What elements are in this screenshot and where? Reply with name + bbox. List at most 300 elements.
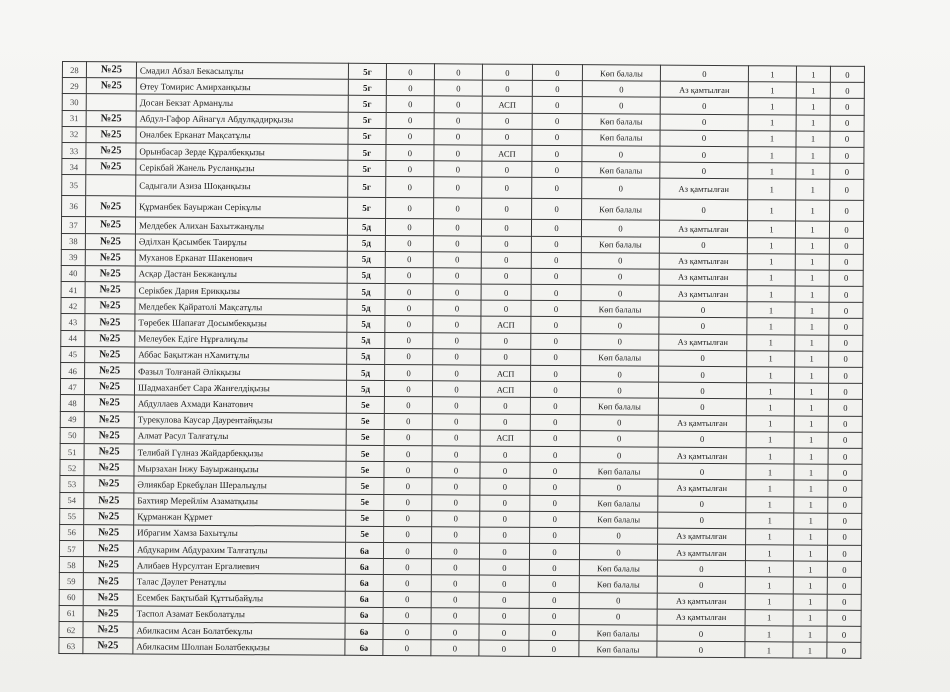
flag-cell: 1 xyxy=(748,163,796,179)
value-cell: 0 xyxy=(480,478,530,494)
category-large-family: 0 xyxy=(581,285,659,302)
value-cell: 0 xyxy=(434,129,482,145)
flag-cell: 0 xyxy=(827,561,861,577)
class-grade: 5г xyxy=(348,63,386,79)
category-large-family: Көп балалы xyxy=(581,349,659,366)
flag-cell: 1 xyxy=(748,147,796,163)
school-number: №25 xyxy=(83,589,133,605)
category-low-income: 0 xyxy=(660,65,748,82)
student-name: Абдуллаев Ахмади Канатович xyxy=(134,395,346,412)
class-grade: 5д xyxy=(347,251,385,267)
class-grade: 5е xyxy=(346,429,384,445)
flag-cell: 1 xyxy=(795,254,829,270)
student-name: Абдул-Гафор Айнагүл Абдулқадирқызы xyxy=(136,111,348,128)
flag-cell: 1 xyxy=(747,351,795,367)
row-number: 54 xyxy=(60,492,84,508)
class-grade: 5д xyxy=(347,316,385,332)
value-cell: 0 xyxy=(384,413,432,429)
value-cell: 0 xyxy=(432,430,480,446)
category-low-income: 0 xyxy=(660,199,748,221)
value-cell: 0 xyxy=(529,641,579,657)
value-cell: 0 xyxy=(386,198,434,219)
student-name: Есембек Бақтыбай Құттыбайұлы xyxy=(133,590,345,607)
flag-cell: 1 xyxy=(748,66,796,82)
school-number: №25 xyxy=(84,395,134,411)
value-cell: 0 xyxy=(386,177,434,198)
class-grade: 5е xyxy=(346,397,384,413)
value-cell: 0 xyxy=(433,365,481,381)
flag-cell: 0 xyxy=(828,383,862,399)
school-number: №25 xyxy=(85,282,135,298)
row-number: 60 xyxy=(59,589,83,605)
value-cell: 0 xyxy=(386,96,434,112)
flag-cell: 1 xyxy=(794,383,828,399)
student-name: Құрманжан Құрмет xyxy=(134,509,346,526)
class-grade: 5д xyxy=(347,348,385,364)
category-low-income: 0 xyxy=(660,98,748,115)
category-large-family: Көп балалы xyxy=(580,511,658,528)
row-number: 29 xyxy=(62,78,86,94)
value-cell: 0 xyxy=(385,267,433,283)
student-name: Оналбек Ерканат Мақсатұлы xyxy=(136,127,348,144)
value-cell: 0 xyxy=(432,510,480,526)
category-low-income: 0 xyxy=(657,577,745,594)
value-cell: 0 xyxy=(530,430,580,446)
category-large-family: Көп балалы xyxy=(582,199,660,220)
value-cell: АСП xyxy=(480,381,530,397)
flag-cell: 0 xyxy=(827,642,861,658)
value-cell: 0 xyxy=(480,495,530,511)
flag-cell: 1 xyxy=(746,480,794,496)
flag-cell: 0 xyxy=(830,163,864,179)
value-cell: 0 xyxy=(432,462,480,478)
school-number: №25 xyxy=(83,622,133,638)
flag-cell: 1 xyxy=(794,529,828,545)
flag-cell: 1 xyxy=(795,367,829,383)
flag-cell: 1 xyxy=(745,642,793,658)
value-cell: 0 xyxy=(434,80,482,96)
category-low-income: Аз қамтылған xyxy=(660,81,748,98)
value-cell: 0 xyxy=(529,543,579,559)
class-grade: 6а xyxy=(345,558,383,574)
flag-cell: 0 xyxy=(828,448,862,464)
category-large-family: Көп балалы xyxy=(582,65,660,82)
class-grade: 5е xyxy=(346,461,384,477)
value-cell: 0 xyxy=(434,198,482,219)
student-name: Муханов Ерканат Шакенович xyxy=(135,250,347,267)
class-grade: 5д xyxy=(347,283,385,299)
school-number: №25 xyxy=(86,196,136,217)
flag-cell: 1 xyxy=(796,147,830,163)
flag-cell: 0 xyxy=(829,367,863,383)
value-cell: 0 xyxy=(384,526,432,542)
category-low-income: 0 xyxy=(659,366,747,383)
value-cell: 0 xyxy=(482,161,532,177)
flag-cell: 0 xyxy=(830,99,864,115)
category-low-income: 0 xyxy=(660,162,748,179)
flag-cell: 1 xyxy=(794,496,828,512)
class-grade: 6ә xyxy=(345,607,383,623)
school-number: №25 xyxy=(84,379,134,395)
flag-cell: 0 xyxy=(828,432,862,448)
category-large-family: Көп балалы xyxy=(582,129,660,146)
value-cell: 0 xyxy=(434,96,482,112)
flag-cell: 0 xyxy=(827,545,861,561)
flag-cell: 1 xyxy=(796,200,830,221)
class-grade: 5е xyxy=(346,413,384,429)
row-number: 63 xyxy=(59,638,83,654)
value-cell: 0 xyxy=(432,381,480,397)
value-cell: 0 xyxy=(481,268,531,284)
flag-cell: 1 xyxy=(796,82,830,98)
category-large-family: Көп балалы xyxy=(579,625,657,642)
student-name: Мырзахан Інжу Бауыржанқызы xyxy=(134,460,346,477)
value-cell: 0 xyxy=(386,128,434,144)
student-name: Орынбасар Зерде Құралбекқызы xyxy=(136,143,348,160)
student-name: Серікбек Дария Ерикқызы xyxy=(135,282,347,299)
value-cell: 0 xyxy=(433,251,481,267)
category-large-family: Көп балалы xyxy=(580,398,658,415)
class-grade: 5г xyxy=(348,96,386,112)
value-cell: 0 xyxy=(384,494,432,510)
flag-cell: 1 xyxy=(746,496,794,512)
row-number: 33 xyxy=(62,142,86,158)
row-number: 36 xyxy=(62,196,86,217)
flag-cell: 1 xyxy=(796,179,830,200)
class-grade: 5д xyxy=(347,267,385,283)
value-cell: 0 xyxy=(530,511,580,527)
flag-cell: 1 xyxy=(747,270,795,286)
row-number: 35 xyxy=(62,175,86,196)
value-cell: 0 xyxy=(385,284,433,300)
flag-cell: 1 xyxy=(796,66,830,82)
value-cell: 0 xyxy=(383,640,431,656)
row-number: 38 xyxy=(61,233,85,249)
class-grade: 5е xyxy=(346,494,384,510)
flag-cell: 0 xyxy=(829,302,863,318)
category-low-income: Аз қамтылған xyxy=(657,544,745,561)
flag-cell: 0 xyxy=(830,66,864,82)
category-large-family: 0 xyxy=(581,220,659,237)
flag-cell: 0 xyxy=(829,351,863,367)
school-number: №25 xyxy=(85,314,135,330)
value-cell: 0 xyxy=(529,592,579,608)
school-number: №25 xyxy=(85,346,135,362)
value-cell: 0 xyxy=(385,364,433,380)
value-cell: 0 xyxy=(384,445,432,461)
class-grade: 6ә xyxy=(345,639,383,655)
class-grade: 5д xyxy=(347,219,385,235)
value-cell: 0 xyxy=(532,129,582,145)
flag-cell: 1 xyxy=(794,432,828,448)
value-cell: 0 xyxy=(385,235,433,251)
value-cell: 0 xyxy=(434,161,482,177)
category-low-income: Аз қамтылған xyxy=(659,285,747,302)
value-cell: 0 xyxy=(433,219,481,235)
value-cell: АСП xyxy=(482,96,532,112)
flag-cell: 0 xyxy=(827,594,861,610)
flag-cell: 1 xyxy=(745,626,793,642)
category-low-income: Аз қамтылған xyxy=(659,269,747,286)
value-cell: 0 xyxy=(433,284,481,300)
flag-cell: 1 xyxy=(796,131,830,147)
category-low-income: 0 xyxy=(660,146,748,163)
row-number: 55 xyxy=(60,508,84,524)
flag-cell: 0 xyxy=(829,319,863,335)
student-name: Фазыл Толғанай Әлікқызы xyxy=(135,363,347,380)
student-name: Мелдебек Қайратолі Мақсатұлы xyxy=(135,298,347,315)
flag-cell: 1 xyxy=(748,130,796,146)
student-name: Мелеубек Едіге Нұрғалиұлы xyxy=(135,331,347,348)
flag-cell: 1 xyxy=(794,448,828,464)
school-number: №25 xyxy=(83,605,133,621)
class-grade: 5д xyxy=(347,364,385,380)
value-cell: АСП xyxy=(481,365,531,381)
flag-cell: 1 xyxy=(746,448,794,464)
row-number: 51 xyxy=(60,443,84,459)
value-cell: 0 xyxy=(482,198,532,219)
student-name: Асқар Дастан Бекжанұлы xyxy=(135,266,347,283)
value-cell: 0 xyxy=(433,332,481,348)
category-low-income: Аз қамтылған xyxy=(659,220,747,237)
value-cell: 0 xyxy=(384,510,432,526)
value-cell: АСП xyxy=(480,430,530,446)
school-number: №25 xyxy=(85,298,135,314)
class-grade: 5г xyxy=(348,160,386,176)
category-large-family: 0 xyxy=(579,544,657,561)
flag-cell: 0 xyxy=(830,147,864,163)
flag-cell: 1 xyxy=(747,253,795,269)
flag-cell: 1 xyxy=(747,221,795,237)
value-cell: 0 xyxy=(480,462,530,478)
category-large-family: 0 xyxy=(581,269,659,286)
value-cell: 0 xyxy=(384,381,432,397)
flag-cell: 1 xyxy=(795,270,829,286)
student-name: Өтеу Томирис Амирханқызы xyxy=(136,78,348,95)
row-number: 48 xyxy=(60,395,84,411)
flag-cell: 0 xyxy=(827,578,861,594)
category-low-income: Аз қамтылған xyxy=(657,609,745,626)
value-cell: 0 xyxy=(433,300,481,316)
category-large-family: 0 xyxy=(582,81,660,98)
flag-cell: 1 xyxy=(745,545,793,561)
value-cell: 0 xyxy=(530,446,580,462)
flag-cell: 1 xyxy=(793,594,827,610)
school-number xyxy=(86,175,136,196)
flag-cell: 1 xyxy=(795,302,829,318)
student-roster-table xyxy=(58,61,865,659)
value-cell: АСП xyxy=(481,317,531,333)
value-cell: 0 xyxy=(482,177,532,198)
category-low-income: 0 xyxy=(659,301,747,318)
value-cell: 0 xyxy=(480,511,530,527)
school-number: №25 xyxy=(85,233,135,249)
row-number: 41 xyxy=(61,282,85,298)
value-cell: 0 xyxy=(529,624,579,640)
class-grade: 5г xyxy=(348,198,386,219)
value-cell: 0 xyxy=(384,462,432,478)
school-number: №25 xyxy=(83,541,133,557)
category-low-income: Аз қамтылған xyxy=(657,593,745,610)
school-number: №25 xyxy=(84,411,134,427)
student-name: Талас Дәулет Ренатұлы xyxy=(133,573,345,590)
flag-cell: 1 xyxy=(794,399,828,415)
student-name: Құрманбек Бауыржан Серікұлы xyxy=(136,196,348,218)
category-low-income: Аз қамтылған xyxy=(658,479,746,496)
flag-cell: 1 xyxy=(748,200,796,221)
value-cell: 0 xyxy=(531,301,581,317)
category-low-income: 0 xyxy=(658,382,746,399)
flag-cell: 0 xyxy=(829,222,863,238)
value-cell: 0 xyxy=(383,607,431,623)
class-grade: 5г xyxy=(348,144,386,160)
row-number: 43 xyxy=(61,314,85,330)
row-number: 56 xyxy=(60,524,84,540)
value-cell: 0 xyxy=(386,63,434,79)
school-number: №25 xyxy=(84,444,134,460)
row-number: 62 xyxy=(59,621,83,637)
category-low-income: 0 xyxy=(659,318,747,335)
flag-cell: 1 xyxy=(796,98,830,114)
flag-cell: 1 xyxy=(747,367,795,383)
student-name: Абилкасим Шолпан Болатбекқызы xyxy=(133,638,345,655)
value-cell: 0 xyxy=(432,494,480,510)
value-cell: 0 xyxy=(482,64,532,80)
student-name: Ибрагим Хамза Бахытұлы xyxy=(134,525,346,542)
value-cell: АСП xyxy=(482,145,532,161)
value-cell: 0 xyxy=(386,161,434,177)
row-number: 46 xyxy=(61,362,85,378)
category-large-family: Көп балалы xyxy=(580,495,658,512)
value-cell: 0 xyxy=(431,640,479,656)
class-grade: 5г xyxy=(348,79,386,95)
flag-cell: 1 xyxy=(793,561,827,577)
flag-cell: 1 xyxy=(747,318,795,334)
value-cell: 0 xyxy=(482,129,532,145)
value-cell: 0 xyxy=(386,80,434,96)
value-cell: 0 xyxy=(479,624,529,640)
school-number: №25 xyxy=(86,78,136,94)
category-large-family: Көп балалы xyxy=(579,560,657,577)
flag-cell: 0 xyxy=(828,480,862,496)
row-number: 52 xyxy=(60,460,84,476)
value-cell: 0 xyxy=(432,446,480,462)
class-grade: 5д xyxy=(347,299,385,315)
flag-cell: 1 xyxy=(746,415,794,431)
value-cell: 0 xyxy=(529,608,579,624)
value-cell: 0 xyxy=(384,478,432,494)
flag-cell: 0 xyxy=(828,513,862,529)
flag-cell: 1 xyxy=(793,545,827,561)
class-grade: 5е xyxy=(346,526,384,542)
category-large-family: 0 xyxy=(580,479,658,496)
flag-cell: 0 xyxy=(830,131,864,147)
value-cell: 0 xyxy=(531,236,581,252)
category-large-family: Көп балалы xyxy=(582,113,660,130)
category-low-income: 0 xyxy=(658,399,746,416)
value-cell: 0 xyxy=(531,365,581,381)
value-cell: 0 xyxy=(530,495,580,511)
flag-cell: 1 xyxy=(794,480,828,496)
class-grade: 5е xyxy=(346,445,384,461)
value-cell: 0 xyxy=(384,429,432,445)
flag-cell: 1 xyxy=(747,302,795,318)
flag-cell: 0 xyxy=(828,464,862,480)
category-low-income: 0 xyxy=(659,237,747,254)
row-number: 39 xyxy=(61,249,85,265)
value-cell: 0 xyxy=(431,543,479,559)
row-number: 45 xyxy=(61,346,85,362)
flag-cell: 1 xyxy=(748,179,796,200)
category-large-family: 0 xyxy=(581,252,659,269)
category-low-income: 0 xyxy=(658,496,746,513)
student-name: Шадмаханбет Сара Жанғелдіқызы xyxy=(134,379,346,396)
category-large-family: Көп балалы xyxy=(579,641,657,658)
value-cell: 0 xyxy=(431,624,479,640)
school-number: №25 xyxy=(84,427,134,443)
class-grade: 5д xyxy=(347,332,385,348)
row-number: 37 xyxy=(61,217,85,233)
value-cell: 0 xyxy=(481,284,531,300)
school-number xyxy=(86,94,136,110)
flag-cell: 1 xyxy=(796,115,830,131)
value-cell: 0 xyxy=(383,591,431,607)
value-cell: 0 xyxy=(383,543,431,559)
value-cell: 0 xyxy=(434,145,482,161)
category-low-income: Аз қамтылған xyxy=(658,447,746,464)
value-cell: 0 xyxy=(532,145,582,161)
category-large-family: Көп балалы xyxy=(579,576,657,593)
value-cell: 0 xyxy=(532,97,582,113)
row-number: 40 xyxy=(61,265,85,281)
value-cell: 0 xyxy=(531,284,581,300)
school-number: №25 xyxy=(83,557,133,573)
school-number: №25 xyxy=(85,266,135,282)
row-number: 57 xyxy=(59,541,83,557)
value-cell: 0 xyxy=(480,397,530,413)
flag-cell: 1 xyxy=(793,610,827,626)
flag-cell: 0 xyxy=(830,115,864,131)
category-large-family: 0 xyxy=(582,97,660,114)
row-number: 50 xyxy=(60,427,84,443)
flag-cell: 1 xyxy=(793,642,827,658)
flag-cell: 0 xyxy=(829,335,863,351)
value-cell: 0 xyxy=(530,479,580,495)
value-cell: 0 xyxy=(479,559,529,575)
flag-cell: 1 xyxy=(746,383,794,399)
school-number: №25 xyxy=(84,508,134,524)
flag-cell: 1 xyxy=(795,335,829,351)
student-name: Серікбай Жанель Русланқызы xyxy=(136,159,348,176)
school-number: №25 xyxy=(86,110,136,126)
class-grade: 5г xyxy=(348,112,386,128)
flag-cell: 0 xyxy=(829,254,863,270)
student-name: Әділхан Қасымбек Таирұлы xyxy=(135,233,347,250)
flag-cell: 1 xyxy=(793,626,827,642)
student-name: Садыгали Азиза Шоқанқызы xyxy=(136,175,348,197)
flag-cell: 1 xyxy=(745,609,793,625)
flag-cell: 1 xyxy=(795,237,829,253)
value-cell: 0 xyxy=(531,333,581,349)
value-cell: 0 xyxy=(482,80,532,96)
row-number: 31 xyxy=(62,110,86,126)
flag-cell: 1 xyxy=(745,577,793,593)
student-name: Смадил Абзал Бекасылұлы xyxy=(136,62,348,79)
school-number: №25 xyxy=(84,492,134,508)
flag-cell: 1 xyxy=(794,464,828,480)
school-number: №25 xyxy=(85,249,135,265)
value-cell: 0 xyxy=(532,178,582,199)
